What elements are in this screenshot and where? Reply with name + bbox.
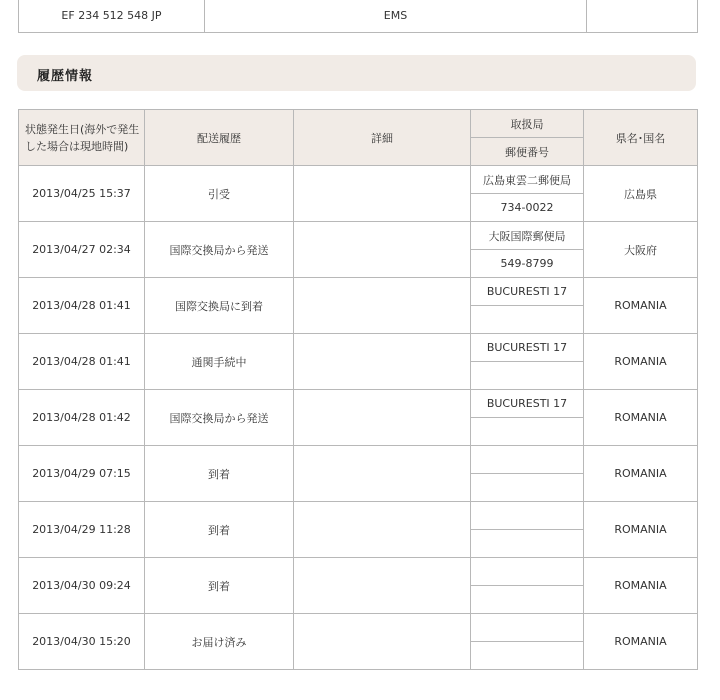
table-row [19,278,698,306]
postal-code-cell [471,362,584,390]
postal-code-cell [471,418,584,446]
postal-code-cell [471,306,584,334]
table-row [19,502,698,530]
delivery-status-cell: お届け済み [145,614,294,670]
office-cell [471,614,584,642]
delivery-status-cell: 到着 [145,502,294,558]
details-cell [294,222,471,278]
office-cell: 大阪国際郵便局 [471,222,584,250]
details-cell [294,614,471,670]
postal-code-cell: 734-0022 [471,194,584,222]
summary-row [19,0,698,33]
status-date-cell: 2013/04/28 01:41 [19,278,145,334]
delivery-status-cell: 国際交換局から発送 [145,390,294,446]
region-cell: ROMANIA [584,558,698,614]
service-type: EMS [205,0,587,33]
table-row [19,390,698,418]
status-date-cell: 2013/04/27 02:34 [19,222,145,278]
status-date-cell: 2013/04/29 11:28 [19,502,145,558]
delivery-status-cell: 引受 [145,166,294,222]
postal-code-cell [471,530,584,558]
office-cell [471,502,584,530]
postal-code-cell [471,642,584,670]
header-delivery-history: 配送履歴 [145,110,294,166]
office-cell: 広島東雲二郵便局 [471,166,584,194]
postal-code-cell: 549-8799 [471,250,584,278]
header-postal-code: 郵便番号 [471,138,584,166]
status-date-cell: 2013/04/30 09:24 [19,558,145,614]
region-cell: ROMANIA [584,614,698,670]
summary-table [18,0,698,33]
details-cell [294,278,471,334]
office-cell: BUCURESTI 17 [471,278,584,306]
region-cell: 大阪府 [584,222,698,278]
office-cell: BUCURESTI 17 [471,334,584,362]
details-cell [294,558,471,614]
region-cell: ROMANIA [584,278,698,334]
table-row [19,446,698,474]
details-cell [294,446,471,502]
table-row [19,334,698,362]
history-table [18,109,698,670]
status-date-cell: 2013/04/29 07:15 [19,446,145,502]
region-cell: ROMANIA [584,334,698,390]
table-row [19,614,698,642]
details-cell [294,390,471,446]
office-cell [471,446,584,474]
history-title: 履歴情報 [37,69,94,84]
summary-extra [587,0,698,33]
header-prefecture-country: 県名･国名 [584,110,698,166]
region-cell: ROMANIA [584,446,698,502]
status-date-cell: 2013/04/28 01:42 [19,390,145,446]
region-cell: 広島県 [584,166,698,222]
header-status-date: 状態発生日(海外で発生した場合は現地時間) [19,110,145,166]
postal-code-cell [471,474,584,502]
delivery-status-cell: 国際交換局に到着 [145,278,294,334]
status-date-cell: 2013/04/28 01:41 [19,334,145,390]
details-cell [294,334,471,390]
delivery-status-cell: 到着 [145,558,294,614]
details-cell [294,166,471,222]
delivery-status-cell: 到着 [145,446,294,502]
table-row [19,166,698,194]
delivery-status-cell: 国際交換局から発送 [145,222,294,278]
region-cell: ROMANIA [584,390,698,446]
status-date-cell: 2013/04/30 15:20 [19,614,145,670]
office-cell: BUCURESTI 17 [471,390,584,418]
details-cell [294,502,471,558]
history-section-header [17,55,696,91]
region-cell: ROMANIA [584,502,698,558]
header-details: 詳細 [294,110,471,166]
delivery-status-cell: 通関手続中 [145,334,294,390]
postal-code-cell [471,586,584,614]
table-row [19,558,698,586]
header-office: 取扱局 [471,110,584,138]
history-body [19,166,698,670]
history-header-row [19,110,698,138]
table-row [19,222,698,250]
status-date-cell: 2013/04/25 15:37 [19,166,145,222]
tracking-number: EF 234 512 548 JP [19,0,205,33]
office-cell [471,558,584,586]
